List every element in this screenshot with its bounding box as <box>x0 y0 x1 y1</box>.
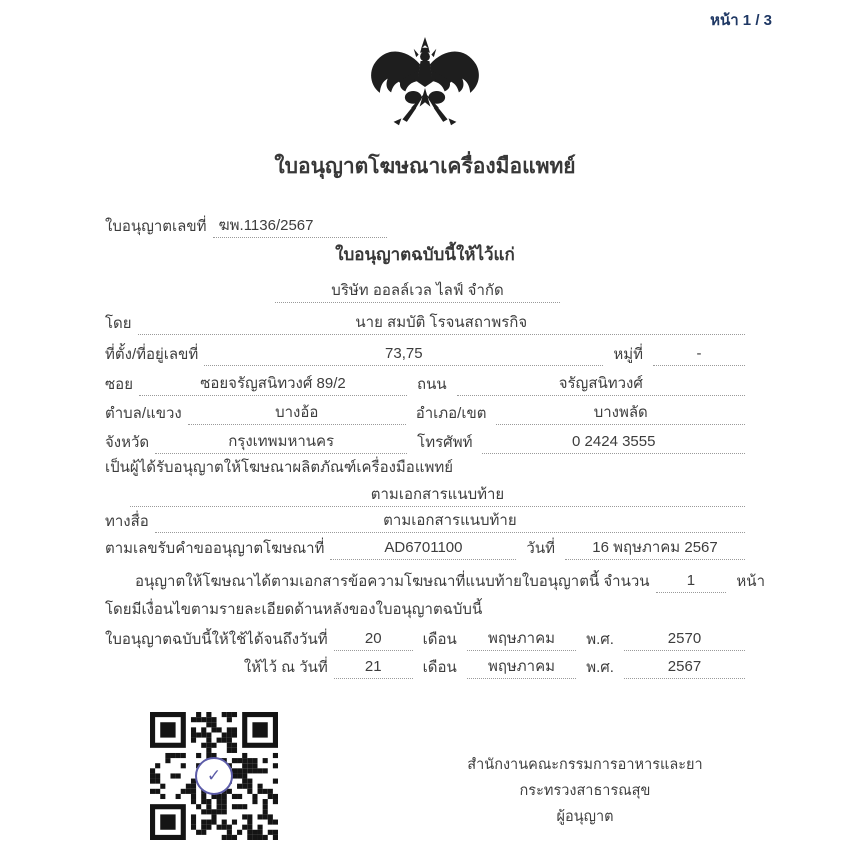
soi-road-row <box>105 372 745 396</box>
page-number: หน้า 1 / 3 <box>710 12 772 29</box>
company-name-field: บริษัท ออลล์เวล ไลฟ์ จำกัด <box>275 280 560 303</box>
media-row <box>105 509 745 533</box>
signer-title: ผู้อนุญาต <box>556 809 614 825</box>
province-phone-row <box>105 430 745 454</box>
month-label-1: เดือน <box>422 631 457 648</box>
subdistrict-field: บางอ้อ <box>188 402 406 425</box>
grant-statement: เป็นผู้ได้รับอนุญาตให้โฆษณาผลิตภัณฑ์เครื่องมือแพทย์ <box>105 459 454 476</box>
license-number-row <box>105 214 745 238</box>
media-field: ตามเอกสารแนบท้าย <box>155 510 745 533</box>
document-title: ใบอนุญาตโฆษณาเครื่องมือแพทย์ <box>274 155 576 178</box>
check-icon: ✓ <box>206 766 222 785</box>
company-name-row <box>275 280 560 303</box>
month-label-2: เดือน <box>422 659 457 676</box>
issued-year-field: 2567 <box>624 656 745 679</box>
issued-month-field: พฤษภาคม <box>467 656 577 679</box>
issuer-block <box>430 752 740 830</box>
valid-until-year-field: 2570 <box>624 628 745 651</box>
valid-until-day-field: 20 <box>334 628 413 651</box>
district-label: อำเภอ/เขต <box>415 405 487 422</box>
by-row <box>105 311 745 335</box>
request-number-field: AD6701100 <box>330 537 516 560</box>
valid-until-row <box>105 627 745 651</box>
license-number-label: ใบอนุญาตเลขที่ <box>105 218 207 235</box>
valid-until-label: ใบอนุญาตฉบับนี้ให้ใช้ได้จนถึงวันที่ <box>105 631 328 648</box>
soi-label: ซอย <box>105 376 133 393</box>
issuer-org-line2: กระทรวงสาธารณสุข <box>519 783 651 799</box>
by-label: โดย <box>105 315 132 332</box>
moo-field: - <box>653 343 745 366</box>
subdistrict-label: ตำบล/แขวง <box>105 405 182 422</box>
issued-on-row <box>105 655 745 679</box>
road-label: ถนน <box>416 376 447 393</box>
request-label: ตามเลขรับคำขออนุญาตโฆษณาที่ <box>105 540 325 557</box>
road-field: จรัญสนิทวงศ์ <box>457 373 745 396</box>
qr-code <box>150 712 278 840</box>
province-field: กรุงเทพมหานคร <box>155 431 407 454</box>
pages-unit-label: หน้า <box>736 573 765 590</box>
issued-to-heading: ใบอนุญาตฉบับนี้ให้ไว้แก่ <box>335 245 515 264</box>
qr-logo-icon <box>195 757 233 795</box>
location-label: ที่ตั้ง/ที่อยู่เลขที่ <box>105 346 199 363</box>
issued-on-label: ให้ไว้ ณ วันที่ <box>243 659 328 676</box>
request-date-field: 16 พฤษภาคม 2567 <box>565 537 745 560</box>
era-label-1: พ.ศ. <box>586 631 614 648</box>
garuda-emblem-icon <box>366 34 484 142</box>
district-field: บางพลัด <box>496 402 745 425</box>
conditions-statement: โดยมีเงื่อนไขตามรายละเอียดด้านหลังของใบอนุญาตฉบับนี้ <box>105 601 483 618</box>
request-row <box>105 536 745 560</box>
request-date-label: วันที่ <box>526 540 555 557</box>
address-row <box>105 342 745 366</box>
province-label: จังหวัด <box>105 434 150 451</box>
product-field: ตามเอกสารแนบท้าย <box>130 484 745 507</box>
pages-count-field: 1 <box>656 570 727 593</box>
location-field: 73,75 <box>204 343 603 366</box>
issuer-org-line1: สำนักงานคณะกรรมการอาหารและยา <box>467 757 703 773</box>
pages-statement: อนุญาตให้โฆษณาได้ตามเอกสารข้อความโฆษณาที่แนบท้ายใบอนุญาตนี้ จำนวน <box>135 573 650 590</box>
by-field: นาย สมบัติ โรจนสถาพรกิจ <box>138 312 745 335</box>
license-number-field: ฆพ.1136/2567 <box>213 215 387 238</box>
phone-label: โทรศัพท์ <box>417 434 473 451</box>
soi-field: ซอยจรัญสนิทวงศ์ 89/2 <box>139 373 407 396</box>
era-label-2: พ.ศ. <box>586 659 614 676</box>
issued-day-field: 21 <box>334 656 413 679</box>
pages-row <box>105 569 775 593</box>
media-label: ทางสื่อ <box>105 513 149 530</box>
phone-field: 0 2424 3555 <box>482 431 745 454</box>
moo-label: หมู่ที่ <box>613 346 643 363</box>
valid-until-month-field: พฤษภาคม <box>467 628 577 651</box>
subdistrict-district-row <box>105 401 745 425</box>
product-row <box>130 483 745 507</box>
